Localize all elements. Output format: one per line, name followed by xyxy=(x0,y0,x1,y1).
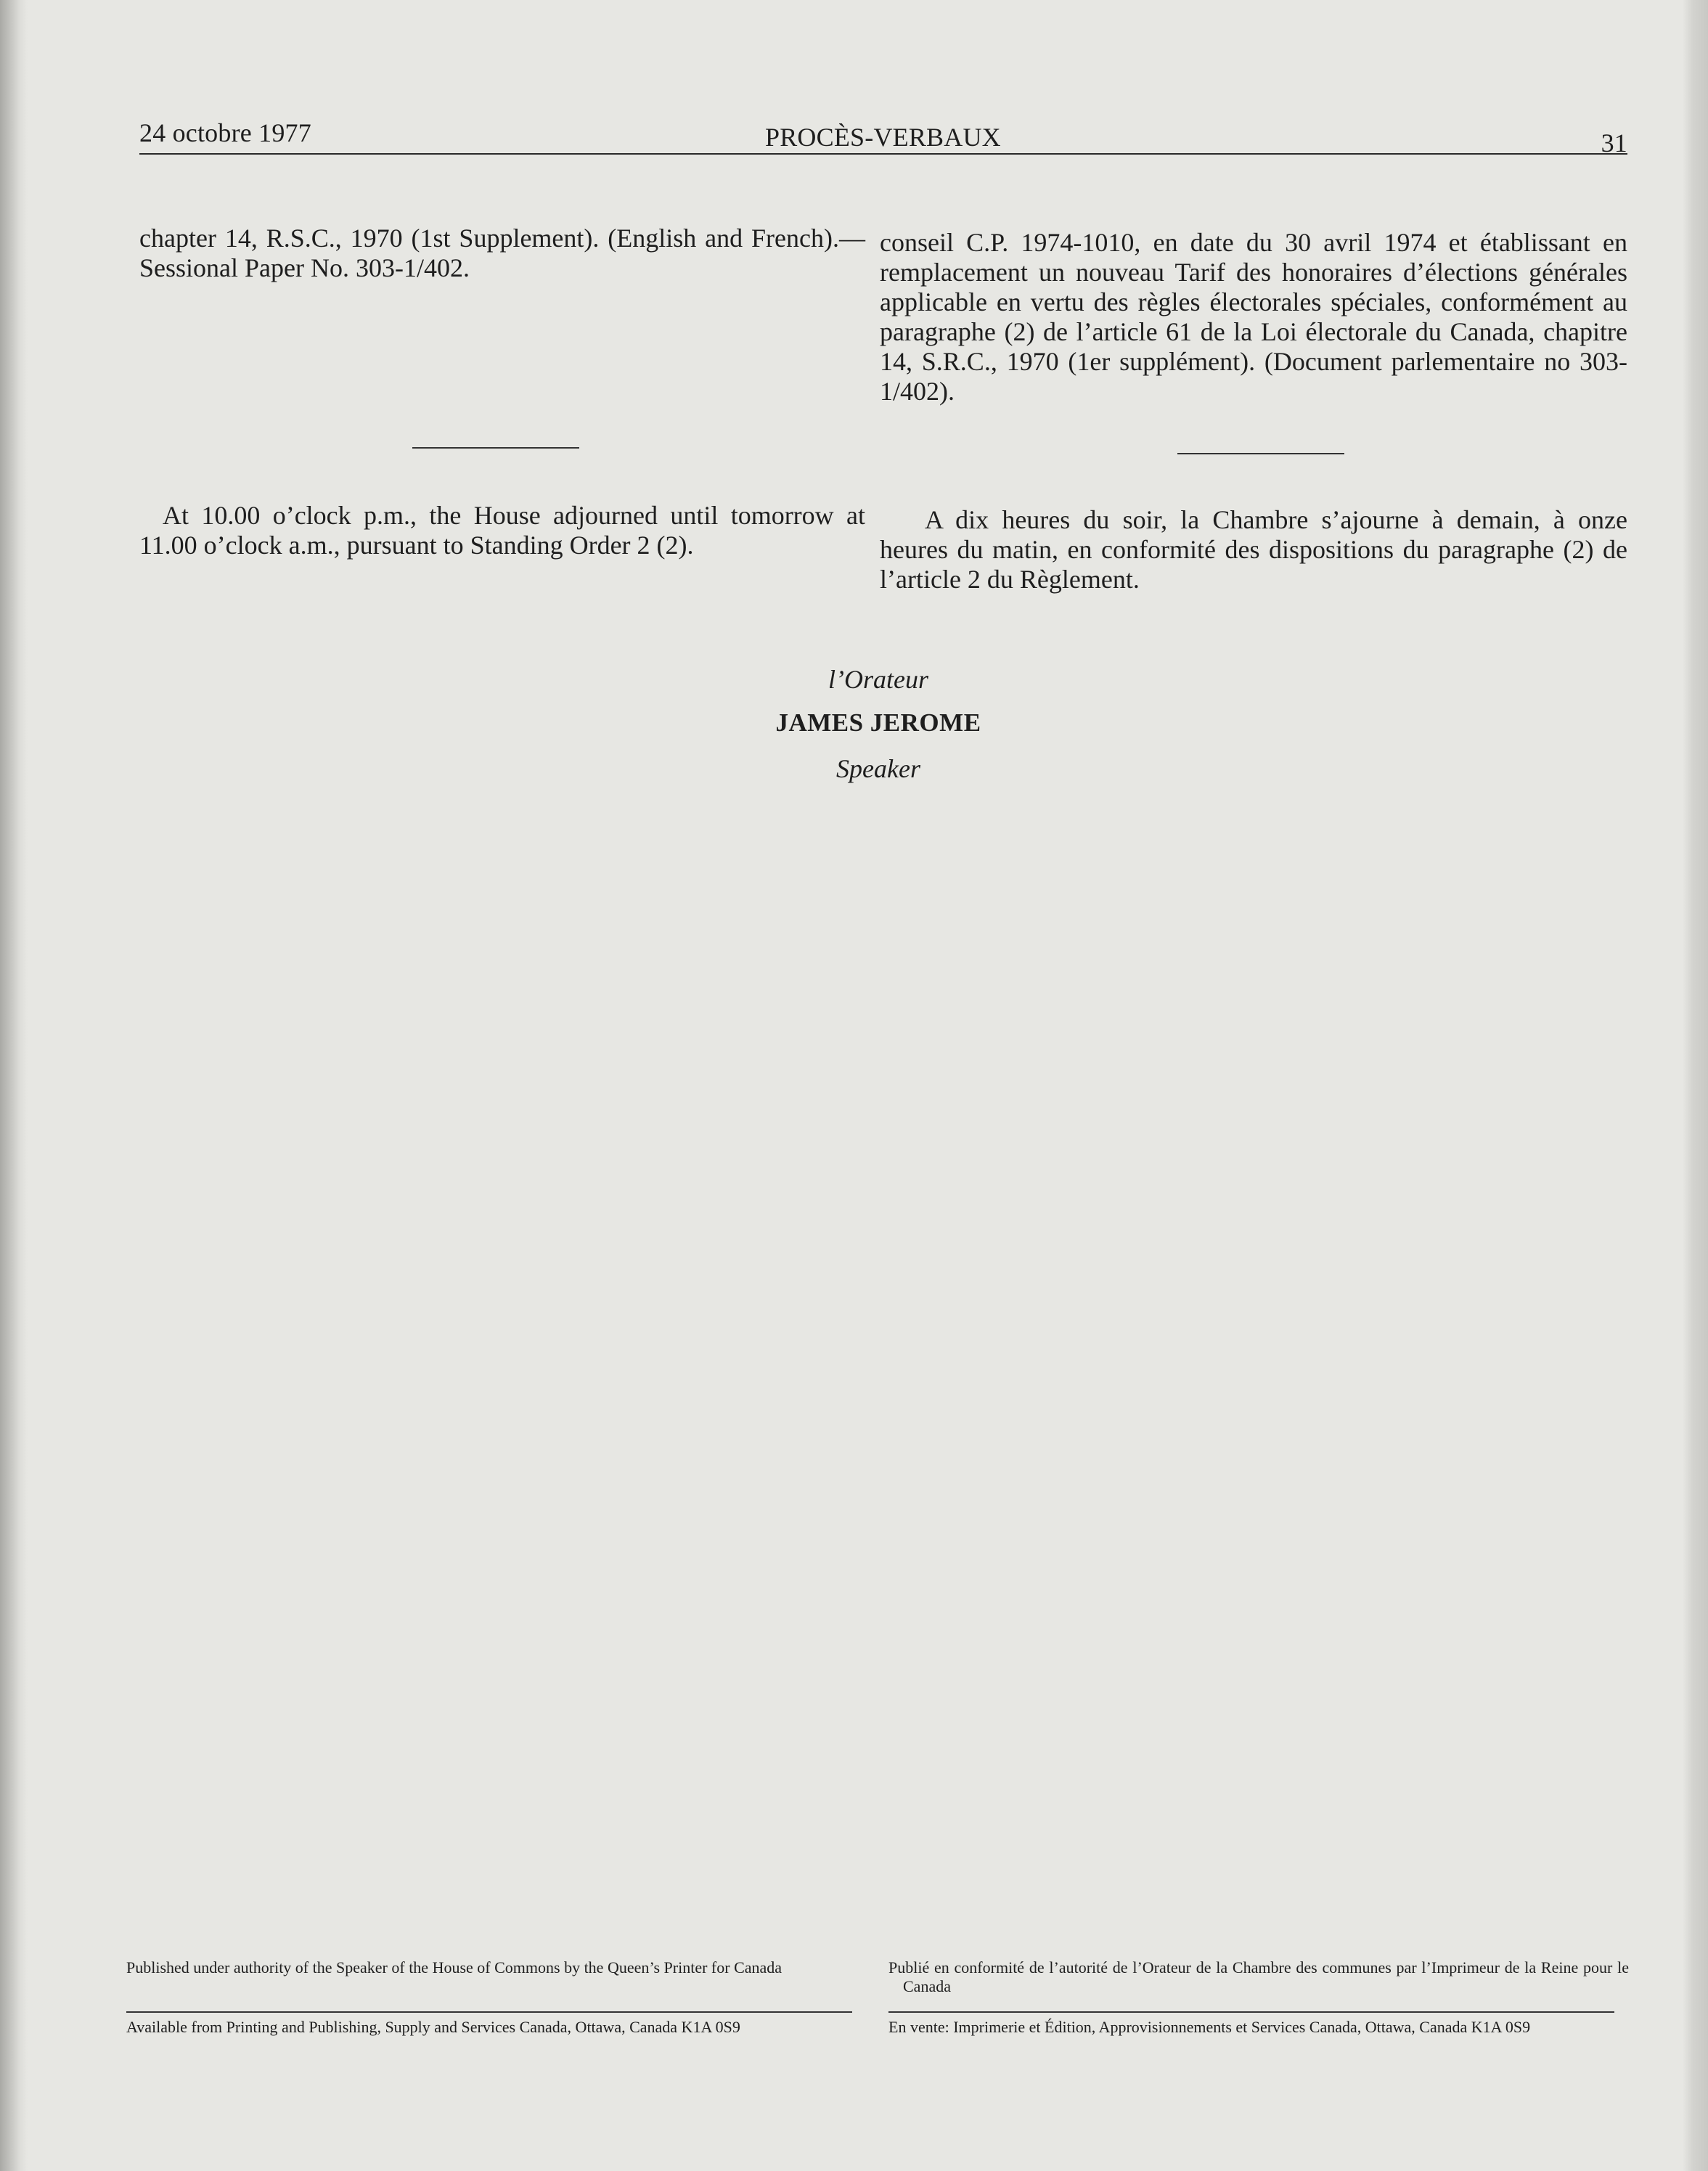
footer-rule-french xyxy=(888,2011,1614,2013)
page-gutter-shadow xyxy=(0,0,28,2171)
footer-published-english: Published under authority of the Speaker of the House of Commons by the Queen’s Printer for Canada xyxy=(126,1958,783,1976)
french-continuation-paragraph: conseil C.P. 1974-1010, en date du 30 avril 1974 et établissant en remplacement un nouveau Tarif des honoraires d’élections générales applicable en vertu des règles électorales spéciales, conformément au paragraphe (2) de l’article 61 de la Loi électorale du Canada, chapitre 14, S.R.C., 1970 (1er supplément). (Document parlementaire no 303-1/402). xyxy=(880,228,1627,406)
footer-published-french: Publié en conformité de l’autorité de l’Orateur de la Chambre des communes par l’Imprimeur de la Reine pour le Canada xyxy=(888,1958,1629,1995)
english-continuation-paragraph: chapter 14, R.S.C., 1970 (1st Supplement). (English and French).—Sessional Paper No. 303-1/402. xyxy=(139,224,865,282)
signature-role-french: l’Orateur xyxy=(828,665,928,694)
english-adjournment-paragraph: At 10.00 o’clock p.m., the House adjourned until tomorrow at 11.00 o’clock a.m., pursuant to Standing Order 2 (2). xyxy=(139,501,865,560)
header-rule xyxy=(139,153,1627,155)
section-separator-english xyxy=(412,447,579,449)
footer-available-english: Available from Printing and Publishing, Supply and Services Canada, Ottawa, Canada K1A 0S9 xyxy=(126,2018,740,2036)
page-number: 31 xyxy=(1601,128,1627,158)
footer-rule-english xyxy=(126,2011,852,2013)
signature-name: JAMES JEROME xyxy=(775,708,981,737)
footer-available-french: En vente: Imprimerie et Édition, Approvisionnements et Services Canada, Ottawa, Canada K1A 0S9 xyxy=(888,2018,1531,2036)
signature-role-english: Speaker xyxy=(836,754,920,783)
page-edge xyxy=(1683,0,1708,2171)
running-header xyxy=(139,109,1627,160)
section-separator-french xyxy=(1177,453,1344,454)
french-adjournment-paragraph: A dix heures du soir, la Chambre s’ajourne à demain, à onze heures du matin, en conformité des dispositions du paragraphe (2) de l’article 2 du Règlement. xyxy=(880,505,1627,594)
header-date: 24 octobre 1977 xyxy=(139,118,311,147)
header-title: PROCÈS-VERBAUX xyxy=(765,123,1001,152)
